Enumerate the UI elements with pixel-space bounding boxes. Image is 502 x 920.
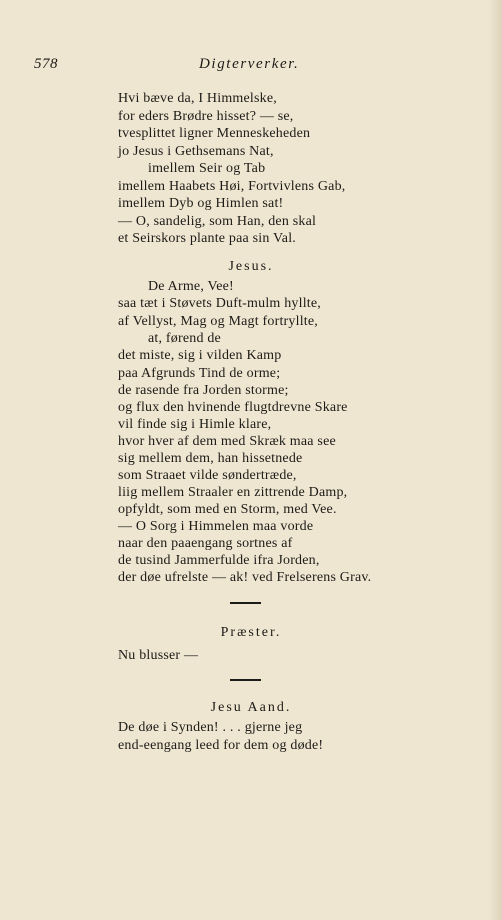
verse-line: hvor hver af dem med Skræk maa see: [118, 434, 336, 449]
section-divider: [230, 602, 261, 604]
page-header: [0, 56, 502, 76]
running-title: Digterverker.: [199, 56, 300, 72]
page-number: 578: [34, 56, 58, 72]
verse-line: et Seirskors plante paa sin Val.: [118, 231, 296, 246]
verse-line: de tusind Jammerfulde ifra Jorden,: [118, 553, 320, 568]
speaker-name: Jesus.: [228, 259, 274, 274]
verse-line: naar den paaengang sortnes af: [118, 536, 293, 551]
verse-line: paa Afgrunds Tind de orme;: [118, 366, 281, 381]
verse-line: Hvi bæve da, I Himmelske,: [118, 91, 277, 106]
page-edge-shadow: [488, 0, 502, 920]
verse-line: jo Jesus i Gethsemans Nat,: [118, 144, 274, 159]
verse-line: af Vellyst, Mag og Magt fortryllte,: [118, 314, 318, 329]
verse-line: — O, sandelig, som Han, den skal: [118, 214, 317, 229]
verse-line: det miste, sig i vilden Kamp: [118, 348, 282, 363]
speaker-name: Præster.: [220, 625, 282, 640]
verse-line: imellem Dyb og Himlen sat!: [118, 196, 284, 211]
verse-line: der døe ufrelste — ak! ved Frelserens Grav.: [118, 570, 372, 585]
verse-line: imellem Haabets Høi, Fortvivlens Gab,: [118, 179, 346, 194]
verse-line: som Straaet vilde søndertræde,: [118, 468, 297, 483]
verse-line: Nu blusser —: [118, 648, 199, 663]
verse-line: vil finde sig i Himle klare,: [118, 417, 272, 432]
section-divider: [230, 679, 261, 681]
speaker-name: Jesu Aand.: [210, 700, 292, 715]
verse-line: og flux den hvinende flugtdrevne Skare: [118, 400, 348, 415]
verse-line: saa tæt i Støvets Duft-mulm hyllte,: [118, 296, 321, 311]
verse-line: De Arme, Vee!: [148, 279, 234, 294]
verse-line: — O Sorg i Himmelen maa vorde: [118, 519, 314, 534]
verse-line: De døe i Synden! . . . gjerne jeg: [118, 720, 303, 735]
verse-line: opfyldt, som med en Storm, med Vee.: [118, 502, 337, 517]
verse-line: de rasende fra Jorden storme;: [118, 383, 289, 398]
verse-line: end-eengang leed for dem og døde!: [118, 738, 324, 753]
verse-line: for eders Brødre hisset? — se,: [118, 109, 294, 124]
verse-line: imellem Seir og Tab: [148, 161, 266, 176]
verse-line: liig mellem Straaler en zittrende Damp,: [118, 485, 348, 500]
verse-line: at, førend de: [148, 331, 221, 346]
verse-line: sig mellem dem, han hissetnede: [118, 451, 303, 466]
verse-line: tvesplittet ligner Menneskeheden: [118, 126, 311, 141]
